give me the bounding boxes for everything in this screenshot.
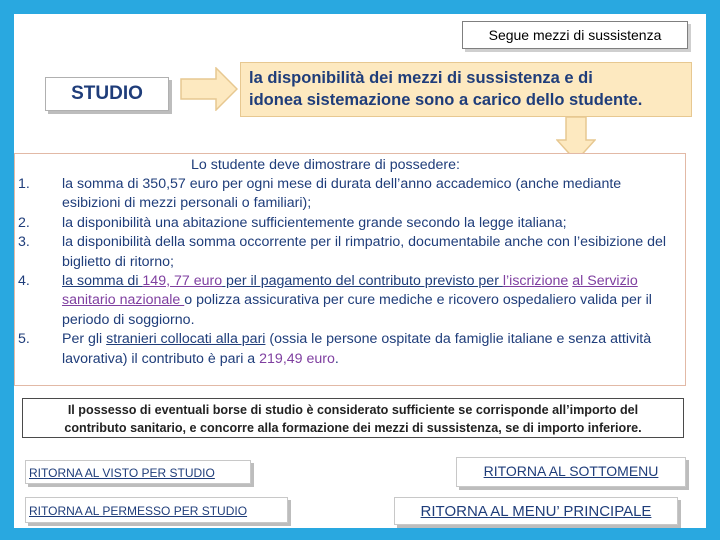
studio-label: STUDIO xyxy=(45,77,169,111)
requirement-item xyxy=(15,175,687,214)
item-number: 4. xyxy=(18,273,30,290)
return-main-menu-link[interactable]: RITORNA AL MENU’ PRINCIPALE xyxy=(394,497,678,525)
header-line-1: la disponibilità dei mezzi di sussistenza e di xyxy=(249,69,593,87)
au-pair-fee-amount: 219,49 euro xyxy=(259,350,335,367)
requirement-item xyxy=(15,233,687,272)
nav-button-segue[interactable]: Segue mezzi di sussistenza xyxy=(462,21,688,49)
item-text: Per gli xyxy=(62,331,107,348)
item-number: 2. xyxy=(18,214,30,231)
requirement-item xyxy=(15,214,687,233)
item-text: . xyxy=(334,350,339,367)
requirements-list xyxy=(15,175,687,369)
requirement-item xyxy=(15,330,687,369)
item-text: la disponibilità della somma occorrente per il rimpatrio, documentabile anche con l’esibizione del biglietto di ritorno; xyxy=(62,234,667,270)
requirements-intro: Lo studente deve dimostrare di possedere: xyxy=(191,157,460,173)
return-visa-link[interactable]: RITORNA AL VISTO PER STUDIO xyxy=(25,460,251,484)
notice-line-1: Il possesso di eventuali borse di studio è considerato sufficiente se corrisponde all’importo del xyxy=(67,403,639,417)
notice-line-2: contributo sanitario, e concorre alla formazione dei mezzi di sussistenza, se di importo inferiore. xyxy=(64,421,642,435)
item-text: (ossia le persone ospitate da famiglie italiane e senza attività lavorativa) il contributo è pari a xyxy=(62,331,652,367)
item-text: la somma di xyxy=(62,273,143,290)
item-number: 1. xyxy=(18,176,30,192)
header-line-2: idonea sistemazione sono a carico dello studente. xyxy=(249,91,643,109)
item-number: 3. xyxy=(18,234,30,251)
item-text: la disponibilità una abitazione sufficientemente grande secondo la legge italiana; xyxy=(62,214,567,231)
arrow-right-icon xyxy=(180,67,238,111)
scholarship-notice xyxy=(22,398,684,438)
requirements-box xyxy=(14,153,686,386)
health-fee-amount: 149, 77 euro xyxy=(142,273,223,290)
item-text: la somma di 350,57 euro per ogni mese di durata dell’anno accademico (anche mediante esibizioni di mezzi personali o familiari); xyxy=(62,176,622,212)
requirement-item xyxy=(15,272,687,330)
health-service-link[interactable]: al Servizio sanitario nazionale xyxy=(62,273,638,309)
au-pair-link[interactable]: stranieri collocati alla pari xyxy=(106,331,266,348)
item-text: o polizza assicurativa per cure mediche e ricovero ospedaliero valida per il periodo di soggiorno. xyxy=(62,292,652,328)
return-submenu-link[interactable]: RITORNA AL SOTTOMENU xyxy=(456,457,686,487)
header-statement xyxy=(240,62,692,117)
item-number: 5. xyxy=(18,331,30,348)
return-permit-link[interactable]: RITORNA AL PERMESSO PER STUDIO xyxy=(25,497,288,523)
item-text: per il pagamento del contributo previsto per xyxy=(222,273,503,290)
health-registration-link[interactable]: l’iscrizione xyxy=(502,273,569,290)
